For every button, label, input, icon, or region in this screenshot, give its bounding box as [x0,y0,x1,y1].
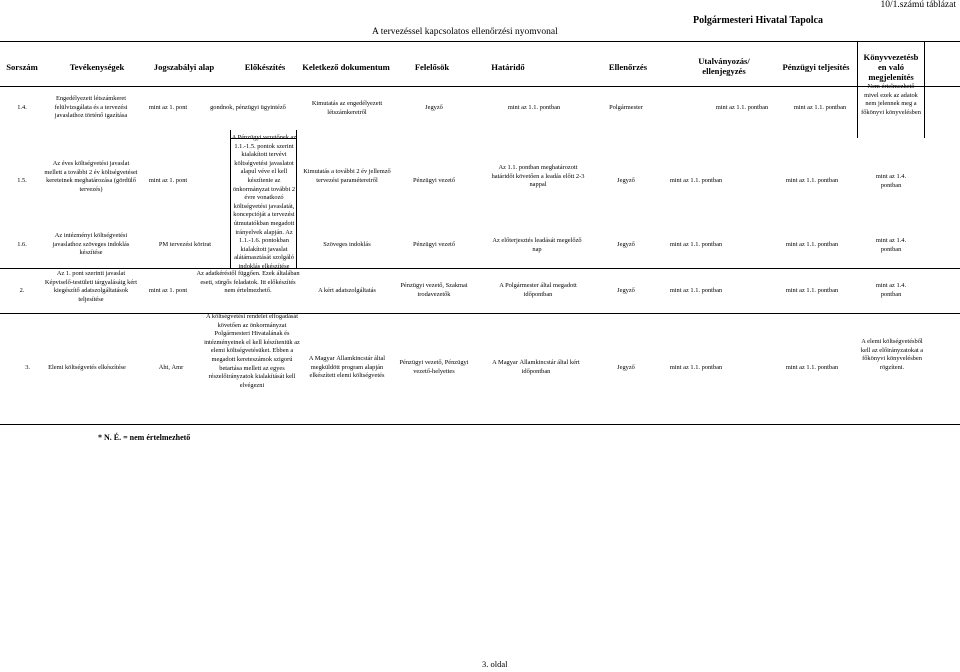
deadline-cell: A Polgármester által megadott időpontban [499,282,577,298]
preparation-cell: gondnok, pénzügyi ügyintéző [210,104,286,111]
approval-cell: mint az 1.1. pontban [669,241,723,248]
preparation-cell: A költségvetési rendelet elfogadását követően az önkormányzat Polgármesteri Hivatalának és intézményeinek el kell készíteniük az elemi költségvetésüket. Ebben a megadott kereteszámok szigorú betartása mellett az egyes részelőirányzatok kialakítását kell elvégezni [204,313,300,389]
responsible-cell: Pénzügyi vezető, Szakmai irodavezetők [400,282,468,298]
control-cell: Jegyző [617,364,635,371]
legal-basis-cell: PM tervezési körirat [158,241,212,248]
document-cell: A Magyar Államkincstár által megküldött program alapján elkészített elemi költségvetés [308,355,386,380]
row-separator [0,424,960,425]
column-header-legal-basis: Jogszabályi alap [153,62,215,72]
document-subtitle: A tervezéssel kapcsolatos ellenőrzési nyomvonal [372,27,558,37]
activity-cell: Elemi költségvetés elkészítése [48,364,126,371]
document-cell: A kért adatszolgáltatás [318,287,376,294]
responsible-cell: Pénzügyi vezető [412,177,456,184]
approval-cell: mint az 1.1. pontban [715,104,769,111]
preparation-cell: A Pénzügyi vezetőnek az 1.1.-1.5. pontok szerint kialakított tervévi költségvetési javaslatot alapul véve el kell készítenie az önkormányzat további 2 évre vonatkozó költségvetési javaslatát, koncepcióját a tervezési útmutatókban megadott irányelvek alapján. Az 1.1.-1.6. pontokban kialakított javaslat alátámasztását szolgáló indoklás elkészítése [231,134,297,268]
bookkeeping-cell: A elemi költségvetésből kell az előirányzatokat a főkönyvi könyvelésben rögzíteni. [860,338,924,371]
document-cell: Kimutatás a további 2 év jellemző tervezési paramétereiről [303,168,391,184]
activity-cell: Az éves költségvetési javaslat mellett a további 2 év költségvetései kereteinek meghatározása (gördülő tervezés) [44,160,138,193]
row-separator [0,313,960,314]
legal-basis-cell: Áht, Ámr [158,364,184,371]
deadline-cell: mint az 1.1. pontban [507,104,561,111]
column-divider [924,42,925,138]
bookkeeping-cell: mint az 1.4. pontban [875,237,907,253]
header-bottom-rule [0,86,960,87]
document-cell: Kimutatás az engedélyezett létszámkeretről [311,100,383,116]
column-header-control: Ellenőrzés [608,62,648,72]
payment-cell: mint az 1.1. pontban [793,104,847,111]
column-header-deadline: Határidő [491,62,525,72]
column-header-payment: Pénzügyi teljesítés [782,62,850,72]
column-header-activities: Tevékenységek [69,62,125,72]
column-header-approval: Utalványozás/ ellenjegyzés [698,56,750,76]
bookkeeping-cell: mint az 1.4. pontban [875,173,907,189]
legal-basis-cell: mint az 1. pont [148,287,188,294]
payment-cell: mint az 1.1. pontban [785,177,839,184]
deadline-cell: A Magyar Államkincstár által kért időpontban [492,359,580,375]
approval-cell: mint az 1.1. pontban [669,177,723,184]
header-top-rule [0,41,960,42]
control-cell: Jegyző [617,241,635,248]
payment-cell: mint az 1.1. pontban [785,364,839,371]
document-cell: Szöveges indoklás [323,241,371,248]
row-number: 3. [25,364,30,371]
preparation-cell: Az adatkéréstől függően. Ezek általában eseti, sürgős feladatok. Itt előkészítés nem értelmezhető. [196,270,300,295]
responsible-cell: Pénzügyi vezető, Pénzügyi vezető-helyettes [399,359,469,375]
row-number: 1.5. [17,177,27,184]
deadline-cell: Az előterjesztés leadását megelőző nap [492,237,582,253]
activity-cell: Az 1. pont szerinti javaslat Képviselő-testületi tárgyalásáig kért kiegészítő adatszolgáltatások teljesítése [44,270,138,303]
column-header-preparation: Előkészítés [244,62,286,72]
row-number: 1.6. [17,241,27,248]
activity-cell: Az intézményi költségvetési javaslathoz szöveges indoklás készítése [52,232,130,257]
payment-cell: mint az 1.1. pontban [785,241,839,248]
column-divider [857,42,858,86]
bookkeeping-cell: mint az 1.4. pontban [875,282,907,298]
activity-cell: Engedélyezett létszámkeret felülvizsgálata és a tervezési javaslathoz történő igazítása [54,95,128,120]
legal-basis-cell: mint az 1. pont [148,104,188,111]
footnote: * N. É. = nem értelmezhető [98,433,191,442]
column-header-responsible: Felelősök [414,62,450,72]
payment-cell: mint az 1.1. pontban [785,287,839,294]
control-cell: Jegyző [617,287,635,294]
legal-basis-cell: mint az 1. pont [148,177,188,184]
organization-name: Polgármesteri Hivatal Tapolca [693,15,823,26]
approval-cell: mint az 1.1. pontban [669,364,723,371]
row-number: 2. [19,287,25,294]
row-separator [0,268,960,269]
column-header-document: Keletkező dokumentum [302,62,390,72]
control-cell: Jegyző [617,177,635,184]
deadline-cell: Az 1.1. pontban meghatározott határidőt követően a leadás előtt 2-3 nappal [491,164,585,189]
bookkeeping-cell: Nem értelmezhető mivel ezek az adatok nem jelennek meg a főkönyvi könyvelésben [861,83,921,116]
responsible-cell: Jegyző [425,104,443,111]
document-reference: 10/1.számú táblázat [880,0,956,10]
column-header-sorszam: Sorszám [6,62,38,72]
control-cell: Polgármester [609,104,643,111]
page-number: 3. oldal [482,659,508,669]
column-header-bookkeeping: Könyvvezetésb en való megjelenítés [863,52,919,82]
approval-cell: mint az 1.1. pontban [669,287,723,294]
responsible-cell: Pénzügyi vezető [412,241,456,248]
row-number: 1.4. [17,104,27,111]
